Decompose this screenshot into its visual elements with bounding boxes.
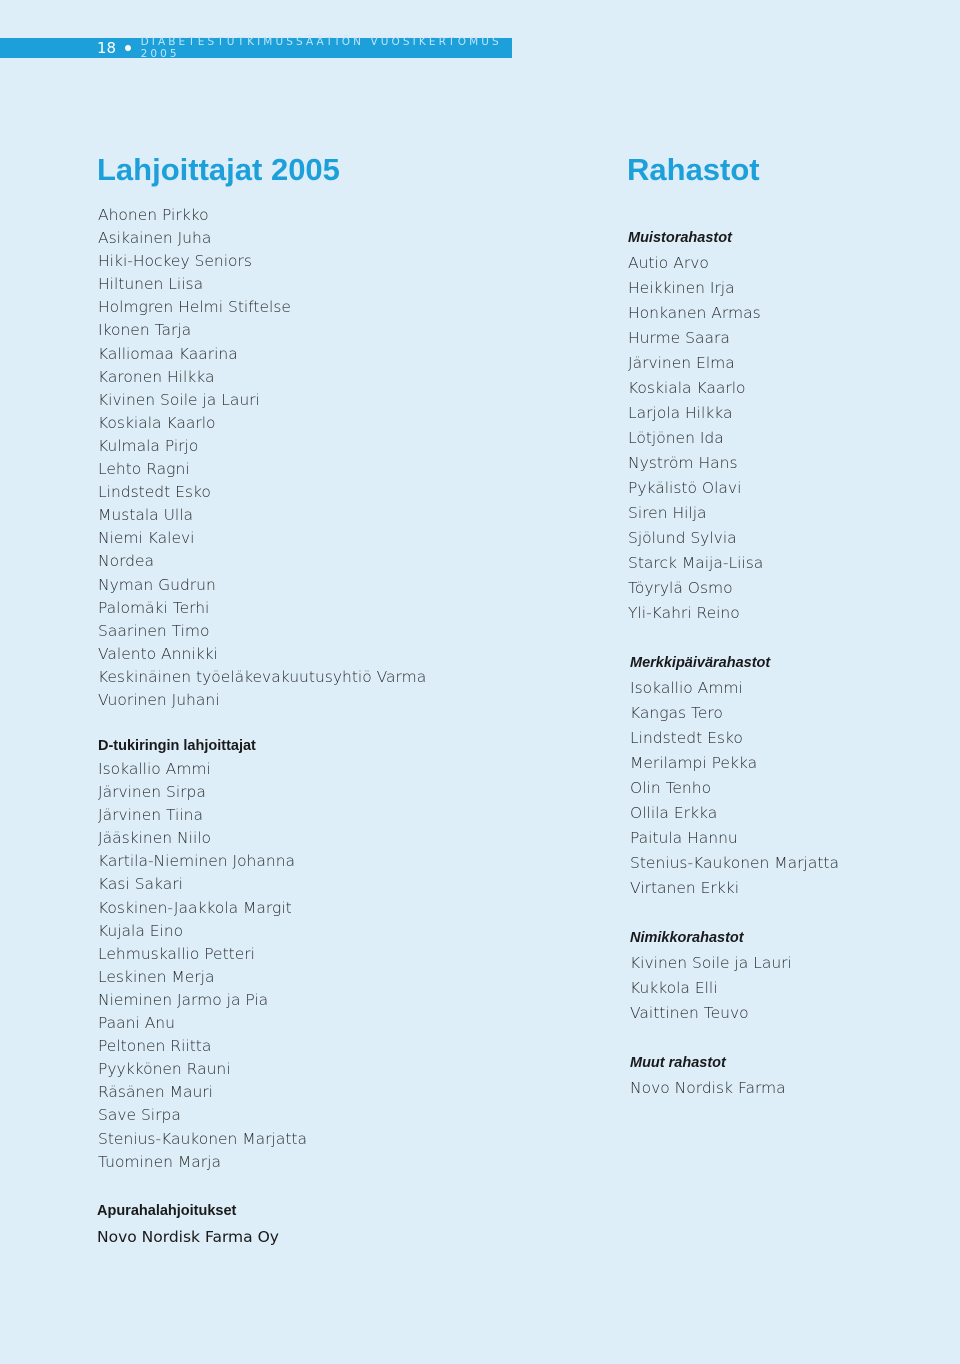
list-item: Kalliomaa Kaarina [98, 344, 238, 363]
list-item: Siren Hilja [628, 504, 707, 522]
merkkipaivarahastot-list [630, 676, 839, 901]
list-item: Koskiala Kaarlo [98, 413, 216, 432]
list-item: Holmgren Helmi Stiftelse [98, 298, 291, 317]
list-item: Peltonen Riitta [98, 1037, 212, 1056]
muut-rahastot-list [630, 1076, 786, 1101]
donors-title: Lahjoittajat 2005 [97, 152, 340, 187]
list-item: Kartila-Nieminen Johanna [98, 852, 296, 871]
list-item: Sjölund Sylvia [628, 529, 737, 547]
d-tukiring-list [98, 758, 307, 1174]
list-item: Autio Arvo [628, 254, 709, 272]
list-item: Yli-Kahri Reino [628, 604, 740, 622]
list-item: Niemi Kalevi [98, 529, 195, 548]
list-item: Järvinen Tiina [98, 806, 203, 825]
list-item: Honkanen Armas [628, 304, 761, 322]
donors-list [98, 204, 426, 712]
running-title: DIABETESTUTKIMUSSÄÄTIÖN VUOSIKERTOMUS 2005 [140, 36, 502, 60]
list-item: Valento Annikki [98, 644, 218, 663]
list-item: Vaittinen Teuvo [630, 1004, 749, 1022]
list-item: Lehmuskallio Petteri [98, 944, 255, 963]
muistorahastot-list [628, 251, 763, 626]
list-item: Paani Anu [98, 1014, 175, 1033]
page-number: 18 [97, 39, 117, 57]
apuraha-item: Novo Nordisk Farma Oy [97, 1228, 279, 1246]
list-item: Mustala Ulla [98, 506, 194, 525]
list-item: Stenius-Kaukonen Marjatta [98, 1129, 308, 1148]
d-tukiring-heading: D-tukiringin lahjoittajat [98, 738, 256, 754]
list-item: Virtanen Erkki [630, 879, 740, 897]
list-item: Hiltunen Liisa [98, 275, 204, 294]
merkkipaivarahastot-heading: Merkkipäivärahastot [630, 655, 771, 671]
muistorahastot-heading: Muistorahastot [628, 230, 732, 246]
list-item: Kukkola Elli [630, 979, 718, 997]
list-item: Keskinäinen työeläkevakuutusyhtiö Varma [98, 667, 427, 686]
list-item: Koskinen-Jaakkola Margit [98, 898, 292, 917]
list-item: Palomäki Terhi [98, 598, 210, 617]
list-item: Lindstedt Esko [98, 483, 211, 502]
list-item: Töyrylä Osmo [628, 579, 733, 597]
list-item: Lötjönen Ida [628, 429, 724, 447]
list-item: Tuominen Marja [98, 1152, 221, 1171]
list-item: Isokallio Ammi [98, 760, 211, 778]
list-item: Järvinen Sirpa [98, 783, 206, 802]
list-item: Kasi Sakari [98, 875, 183, 894]
list-item: Räsänen Mauri [98, 1083, 213, 1102]
list-item: Starck Maija-Liisa [628, 554, 764, 572]
list-item: Save Sirpa [98, 1106, 181, 1125]
list-item: Hiki-Hockey Seniors [98, 252, 252, 271]
list-item: Olin Tenho [630, 779, 712, 797]
list-item: Kujala Eino [98, 921, 184, 940]
list-item: Kangas Tero [630, 704, 723, 722]
list-item: Ollila Erkka [630, 804, 718, 822]
list-item: Nyström Hans [628, 454, 738, 472]
list-item: Hurme Saara [628, 329, 730, 347]
list-item: Nieminen Jarmo ja Pia [98, 990, 269, 1009]
list-item: Pyykkönen Rauni [98, 1060, 231, 1079]
list-item: Larjola Hilkka [628, 404, 733, 422]
list-item: Kivinen Soile ja Lauri [630, 954, 792, 972]
list-item: Pykälistö Olavi [628, 479, 742, 497]
nimikkorahastot-heading: Nimikkorahastot [630, 930, 744, 946]
list-item: Kivinen Soile ja Lauri [98, 390, 260, 409]
header-bar [0, 38, 512, 58]
list-item: Isokallio Ammi [630, 679, 743, 697]
list-item: Lindstedt Esko [630, 729, 743, 747]
bullet-separator [125, 45, 130, 51]
list-item: Vuorinen Juhani [98, 690, 220, 709]
list-item: Jääskinen Niilo [98, 829, 212, 848]
list-item: Kulmala Pirjo [98, 436, 199, 455]
apuraha-heading: Apurahalahjoitukset [97, 1203, 237, 1219]
list-item: Nordea [98, 552, 155, 571]
list-item: Ahonen Pirkko [98, 206, 209, 224]
list-item: Merilampi Pekka [630, 754, 758, 772]
muut-rahastot-heading: Muut rahastot [630, 1055, 726, 1071]
list-item: Paitula Hannu [630, 829, 738, 847]
nimikkorahastot-list [630, 951, 792, 1026]
list-item: Heikkinen Irja [628, 279, 735, 297]
list-item: Leskinen Merja [98, 967, 215, 986]
list-item: Koskiala Kaarlo [628, 379, 746, 397]
funds-title: Rahastot [627, 152, 760, 187]
list-item: Nyman Gudrun [98, 575, 216, 594]
list-item: Lehto Ragni [98, 460, 190, 479]
list-item: Ikonen Tarja [98, 321, 192, 340]
list-item: Novo Nordisk Farma [630, 1079, 786, 1097]
list-item: Karonen Hilkka [98, 367, 215, 386]
list-item: Asikainen Juha [98, 229, 212, 248]
list-item: Saarinen Timo [98, 621, 210, 640]
list-item: Stenius-Kaukonen Marjatta [630, 854, 840, 872]
list-item: Järvinen Elma [628, 354, 735, 372]
